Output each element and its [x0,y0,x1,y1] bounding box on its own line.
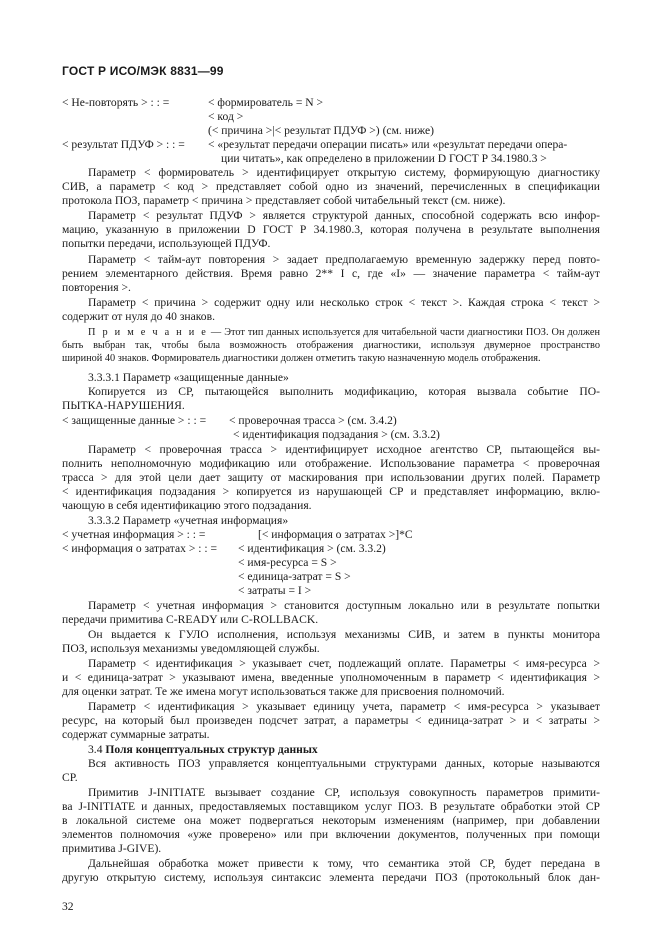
document-header: ГОСТ Р ИСО/МЭК 8831—99 [62,64,224,78]
def-no-repeat-rhs: (< причина >|< результат ПДУФ >) (см. ниже) [208,124,434,137]
def-result-lhs: < результат ПДУФ > : : = [62,138,185,151]
note-line: шириной 40 знаков. Формирователь диагностики должен отметить такую назначенную модель отображения. [62,353,541,364]
note-text: — Этот тип данных используется для читабельной части диагностики ПОЗ. Он должен [207,327,600,338]
text-line: чающую в себя идентификацию этого подзадания. [62,499,312,512]
text-line: < идентификация подзадания > копируется из нарушающей СР и представляет информацию, вклю- [62,485,600,498]
text-line: для оценки затрат. Те же имена могут использоваться также для присвоения полномочий. [62,685,505,698]
text-line: примитива J-GIVE). [62,842,162,855]
note-line: быть выбран так, чтобы была возможность отображения диагностики, используя двумерное пространство [62,340,600,351]
def-costinfo-rhs: < имя-ресурса = S > [238,556,337,569]
def-costinfo-lhs: < информация о затратах > : : = [62,542,218,555]
text-line: Параметр < учетная информация > становится доступным локально или в результате попытки [88,599,600,612]
def-protected-rhs: < идентификация подзадания > (см. 3.3.2) [233,428,440,441]
section-number: 3.4 [88,743,106,756]
text-line: элементов полномочия «уже проверено» или при включении документов, полученных при помощи [62,828,600,841]
def-result-rhs: < «результат передачи операции писать» или «результат передачи опера- [208,138,568,151]
text-line: трасса > для этой цели дает защиту от маскирования при использовании других полей. Параметр [62,471,600,484]
text-line: Параметр < идентификация > указывает счет, подлежащий оплате. Параметры < имя-ресурса > [88,657,600,670]
section-title: Поля концептуальных структур данных [105,743,318,756]
text-line: протокола ПОЗ, параметр < причина > представляет собой читабельный текст (см. ниже). [62,194,506,207]
def-no-repeat-rhs: < формирователь = N > [208,96,324,109]
text-line: ва J-INITIATE и данных, предоставляемых поставщиком услуг ПОЗ. В результате обработки этой СР [62,800,600,813]
def-no-repeat-lhs: < Не-повторять > : : = [62,96,170,109]
text-line: Параметр < идентификация > указывает единицу учета, параметр < имя-ресурса > указывает [88,700,600,713]
text-line: рением элементарного действия. Время равно 2** I с, где «I» — значение параметра < тайм-аут [62,267,600,280]
note-line [88,327,600,339]
section-heading [88,743,318,756]
def-result-rhs: ции читать», как определено в приложении D ГОСТ Р 34.1980.3 > [221,152,547,165]
def-protected-rhs: < проверочная трасса > (см. 3.4.2) [229,414,397,427]
text-line: содержит от нуля до 40 знаков. [62,310,215,323]
text-line: мацию, указанную в приложении D ГОСТ Р 34.1980.3, которая получена в результате выполнения [62,223,600,236]
text-line: СИВ, а параметр < код > представляет собой одно из значений, перечисленных в спецификации [62,180,600,193]
text-line: ПОЗ, используя механизмы уведомляющей службы. [62,642,320,655]
text-line: Параметр < причина > содержит одну или несколько строк < текст >. Каждая строка < текст > [88,296,600,309]
text-line: Примитив J-INITIATE вызывает создание СР, используя совокупность параметров примити- [88,786,600,799]
text-line: Дальнейшая обработка может привести к тому, что семантика этой СР, будет передана в [88,857,600,870]
text-line: повторения >. [62,281,131,294]
text-line: и < единица-затрат > указывают имена, введенные уполномоченным в параметр < идентификация > [62,671,600,684]
note-label: П р и м е ч а н и е [88,327,208,338]
text-line: Параметр < проверочная трасса > идентифицирует исходное агентство СР, пытающейся вы- [88,443,600,456]
def-accounting-rhs: [< информация о затратах >]*С [258,528,413,541]
text-line: попытки передачи, использующей ПДУФ. [62,237,271,250]
section-heading: 3.3.3.1 Параметр «защищенные данные» [88,371,289,384]
def-protected-lhs: < защищенные данные > : : = [62,414,207,427]
page-number: 32 [62,900,74,913]
def-accounting-lhs: < учетная информация > : : = [62,528,206,541]
text-line: Параметр < формирователь > идентифицирует открытую систему, формирующую диагностику [88,166,600,179]
text-line: ПЫТКА-НАРУШЕНИЯ. [62,399,185,412]
text-line: Он выдается к ГУЛО исполнения, используя механизмы СИВ, и затем в пункты монитора [88,628,600,641]
text-line: Параметр < результат ПДУФ > является структурой данных, способной содержать всю инфор- [88,209,600,222]
def-costinfo-rhs: < единица-затрат = S > [238,570,351,583]
text-line: ресурс, на который был произведен подсчет затрат, а параметры < единица-затрат > и < затраты > [62,714,600,727]
text-line: другую открытую систему, используя синтаксис элемента передачи ПОЗ (протокольный блок дан- [62,871,600,884]
text-line: Параметр < тайм-аут повторения > задает предполагаемую временную задержку перед повто- [88,253,600,266]
text-line: содержат суммарные затраты. [62,728,210,741]
text-line: полнить неполномочную модификацию или отображение. Использование параметра < проверочная [62,457,600,470]
def-costinfo-rhs: < затраты = I > [238,584,312,597]
text-line: Вся активность ПОЗ управляется концептуальными структурами данных, которые называются [88,757,600,770]
text-line: Копируется из СР, пытающейся выполнить модификацию, которая вызвала событие ПО- [88,385,600,398]
text-line: в локальной системе она может подвергаться некоторым изменениям (например, при добавлении [62,814,600,827]
def-costinfo-rhs: < идентификация > (см. 3.3.2) [238,542,386,555]
section-heading: 3.3.3.2 Параметр «учетная информация» [88,514,289,527]
def-no-repeat-rhs: < код > [208,110,244,123]
text-line: передачи примитива C-READY или C-ROLLBACK. [62,613,319,626]
text-line: СР. [62,771,78,784]
